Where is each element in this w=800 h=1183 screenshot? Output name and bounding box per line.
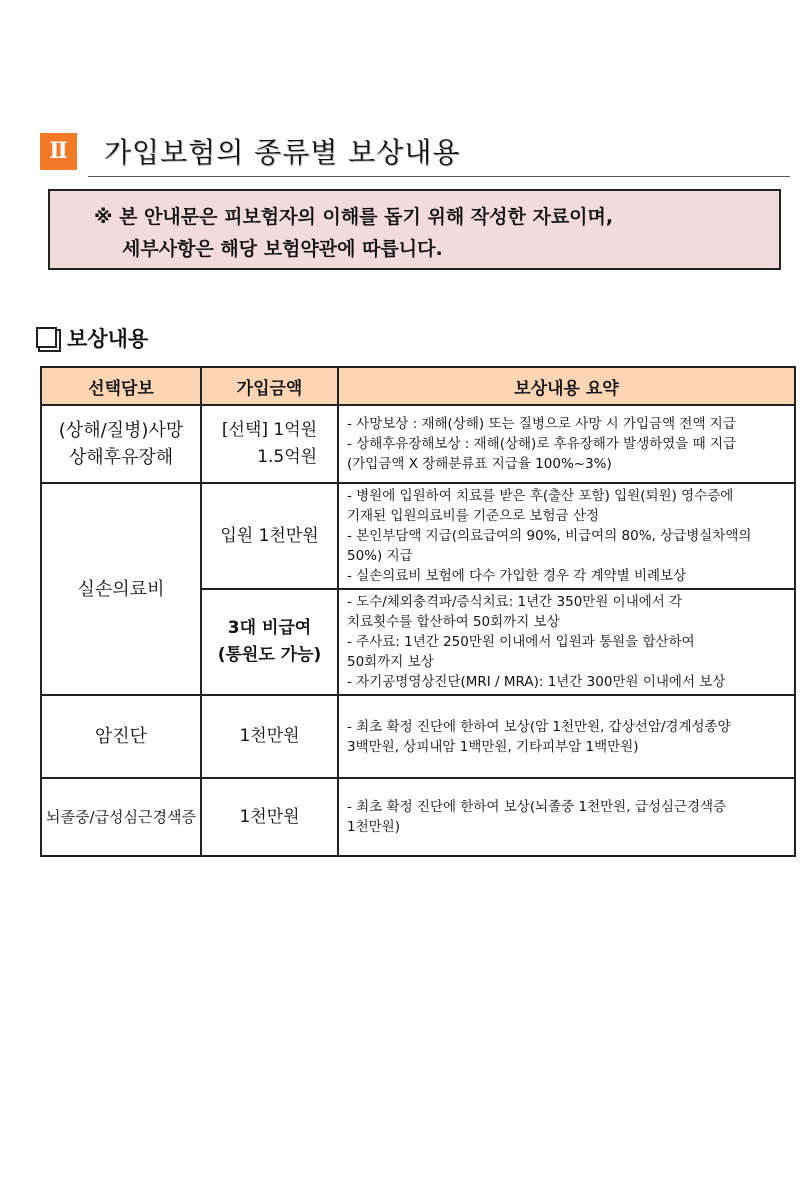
notice-line-1: ※ 본 안내문은 피보험자의 이해를 돕기 위해 작성한 자료이며,	[94, 206, 614, 228]
summary-line: 50회까지 보상	[347, 654, 434, 670]
summary-cell	[338, 589, 795, 695]
header-amount: 가입금액	[201, 367, 338, 405]
coverage-cell	[41, 405, 201, 483]
summary-line: - 실손의료비 보험에 다수 가입한 경우 각 계약별 비례보상	[347, 568, 687, 584]
section-divider	[88, 176, 790, 177]
notice-line-2: 세부사항은 해당 보험약관에 따릅니다.	[122, 238, 443, 260]
summary-line: - 최초 확정 진단에 한하여 보상(뇌졸중 1천만원, 급성심근경색증	[347, 799, 727, 815]
summary-line: 치료횟수를 합산하여 50회까지 보상	[347, 614, 560, 630]
summary-line: - 본인부담액 지급(의료급여의 90%, 비급여의 80%, 상급병실차액의	[347, 528, 752, 544]
summary-line: 기재된 입원의료비를 기준으로 보험금 산정	[347, 508, 599, 524]
section-header	[40, 133, 790, 177]
summary-line: - 자기공명영상진단(MRI / MRA): 1년간 300만원 이내에서 보상	[347, 674, 726, 690]
coverage-cell: 암진단	[41, 695, 201, 778]
amount-line: 1.5억원	[257, 447, 318, 467]
amount-cell: 1천만원	[201, 695, 338, 778]
subsection-header	[36, 324, 148, 354]
summary-line: - 도수/체외충격파/증식치료: 1년간 350만원 이내에서 각	[347, 594, 683, 610]
notice-box	[48, 189, 781, 270]
amount-cell	[201, 589, 338, 695]
subsection-title: 보상내용	[67, 327, 149, 351]
summary-cell	[338, 405, 795, 483]
table-row	[41, 483, 795, 589]
amount-cell: 1천만원	[201, 778, 338, 856]
summary-line: - 주사료: 1년간 250만원 이내에서 입원과 통원을 합산하여	[347, 634, 695, 650]
summary-line: - 사망보상 : 재해(상해) 또는 질병으로 사망 시 가입금액 전액 지급	[347, 416, 736, 432]
amount-cell	[201, 405, 338, 483]
summary-line: 50%) 지급	[347, 548, 413, 564]
coverage-cell: 뇌졸중/급성심근경색증	[41, 778, 201, 856]
summary-cell	[338, 483, 795, 589]
amount-line: [선택] 1억원	[221, 420, 318, 440]
coverage-cell: 실손의료비	[41, 483, 201, 695]
summary-line: 3백만원, 상피내암 1백만원, 기타피부암 1백만원)	[347, 738, 639, 755]
summary-cell	[338, 778, 795, 856]
table-header-row	[41, 367, 795, 405]
header-summary: 보상내용 요약	[338, 367, 795, 405]
table-row	[41, 778, 795, 856]
coverage-line: 상해후유장해	[68, 447, 174, 468]
amount-line: 3대 비급여	[227, 618, 312, 638]
summary-cell	[338, 695, 795, 778]
summary-line: - 최초 확정 진단에 한하여 보상(암 1천만원, 갑상선암/경계성종양	[347, 718, 731, 735]
summary-line: (가입금액 X 장해분류표 지급율 100%~3%)	[347, 456, 612, 472]
checkbox-square-icon	[36, 327, 57, 348]
summary-line: - 병원에 입원하여 치료를 받은 후(출산 포함) 입원(퇴원) 영수증에	[347, 488, 734, 504]
table-row	[41, 695, 795, 778]
coverage-table	[40, 366, 796, 857]
section-title: 가입보험의 종류별 보상내용	[104, 136, 461, 169]
table-row	[41, 405, 795, 483]
amount-line: (통원도 가능)	[217, 645, 322, 665]
summary-line: 1천만원)	[347, 819, 400, 835]
header-coverage: 선택담보	[41, 367, 201, 405]
section-number-badge: Ⅱ	[40, 133, 77, 170]
summary-line: - 상해후유장해보상 : 재해(상해)로 후유장해가 발생하였을 때 지급	[347, 436, 737, 452]
amount-cell: 입원 1천만원	[201, 483, 338, 589]
coverage-line: (상해/질병)사망	[58, 420, 184, 441]
